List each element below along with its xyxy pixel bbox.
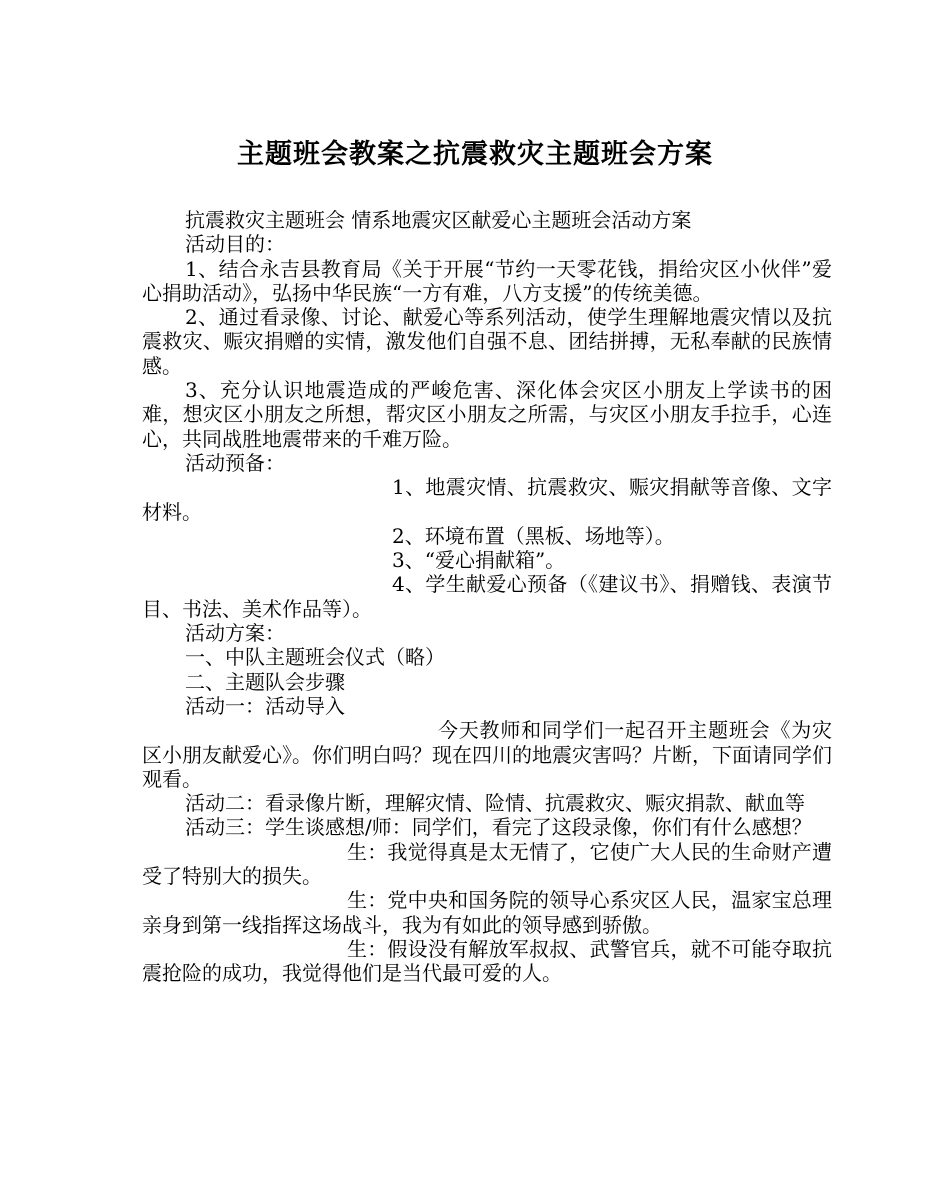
goal-item-2: 2、通过看录像、讨论、献爱心等系列活动，使学生理解地震灾情以及抗震救灾、赈灾捐赠的实情，激发他们自强不息、团结拼搏，无私奉献的民族情感。 xyxy=(142,305,832,378)
document-title: 主题班会教案之抗震救灾主题班会方案 xyxy=(237,139,713,170)
subtitle-line: 抗震救灾主题班会 情系地震灾区献爱心主题班会活动方案 xyxy=(185,208,692,232)
preparation-item-4: 4、学生献爱心预备（《建议书》、捐赠钱、表演节目、书法、美术作品等）。 xyxy=(142,572,832,621)
goal-item-1: 1、结合永吉县教育局《关于开展“节约一天零花钱，捐给灾区小伙伴”爱心捐助活动》，弘扬中华民族“一方有难，八方支援”的传统美德。 xyxy=(142,256,832,305)
activity-3-text: 活动三：学生谈感想/师：同学们，看完了这段录像，你们有什么感想？ xyxy=(185,815,812,840)
section-heading-goals: 活动目的： xyxy=(185,232,285,257)
document-body xyxy=(142,208,832,986)
student-response-3: 生：假设没有解放军叔叔、武警官兵，就不可能夺取抗震抢险的成功，我觉得他们是当代最可爱的人。 xyxy=(142,936,832,986)
plan-step-1: 一、中队主题班会仪式（略） xyxy=(185,645,445,670)
activity-1-text: 今天教师和同学们一起召开主题班会《为灾区小朋友献爱心》。你们明白吗？现在四川的地震灾害吗？片断，下面请同学们观看。 xyxy=(142,718,832,791)
preparation-item-2: 2、环境布置（黑板、场地等）。 xyxy=(392,523,675,548)
activity-2-text: 活动二：看录像片断，理解灾情、险情、抗震救灾、赈灾捐款、献血等 xyxy=(185,791,805,816)
goal-item-3: 3、充分认识地震造成的严峻危害、深化体会灾区小朋友上学读书的困难，想灾区小朋友之所想，帮灾区小朋友之所需，与灾区小朋友手拉手，心连心，共同战胜地震带来的千难万险。 xyxy=(142,378,832,451)
section-heading-plan: 活动方案： xyxy=(185,621,285,646)
student-response-1: 生：我觉得真是太无情了，它使广大人民的生命财产遭受了特别大的损失。 xyxy=(142,839,832,889)
student-response-2: 生：党中央和国务院的领导心系灾区人民，温家宝总理亲身到第一线指挥这场战斗，我为有如此的领导感到骄傲。 xyxy=(142,888,832,937)
plan-step-2: 二、主题队会步骤 xyxy=(185,669,345,694)
preparation-item-3: 3、“爱心捐献箱”。 xyxy=(392,548,566,573)
activity-1-heading: 活动一：活动导入 xyxy=(185,693,345,718)
section-heading-preparation: 活动预备： xyxy=(185,450,285,475)
preparation-item-1: 1、地震灾情、抗震救灾、赈灾捐献等音像、文字材料。 xyxy=(142,475,832,524)
